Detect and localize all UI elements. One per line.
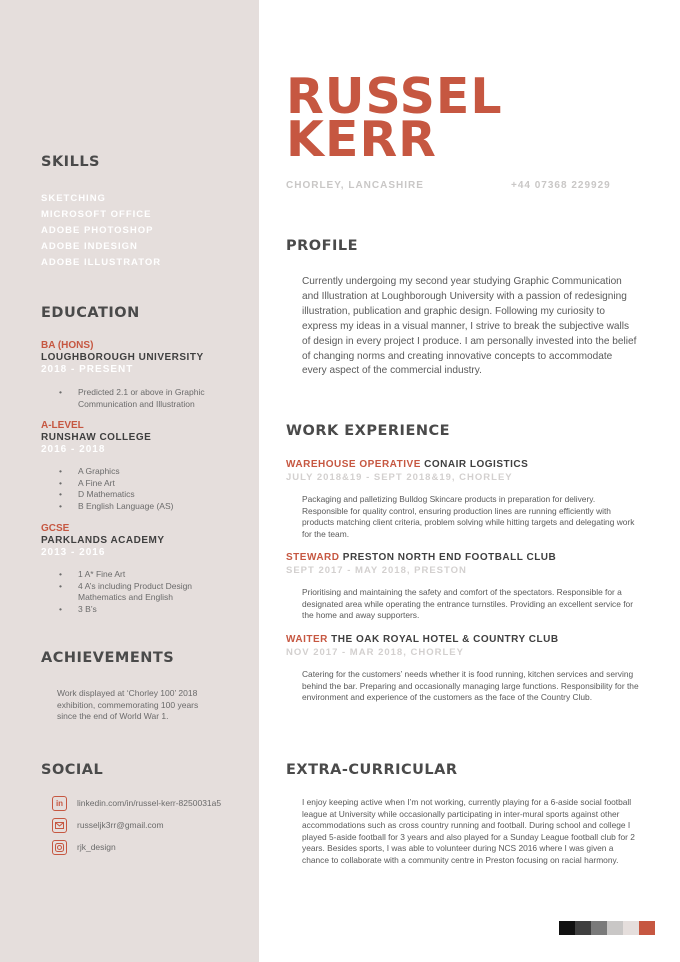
job-description: Packaging and palletizing Bulldog Skincare products in preparation for delivery. Responsible for quality control, ensuring production lines are running efficiently with products matching client criteria, problem solving while hitting targets and delegating work for the team. — [302, 494, 635, 539]
social-heading: SOCIAL — [41, 762, 104, 778]
bullet-item: • A Graphics — [59, 466, 229, 478]
skill-item: ADOBE INDESIGN — [41, 241, 138, 252]
job-role: WAREHOUSE OPERATIVE — [286, 459, 421, 470]
name-first: RUSSEL — [286, 68, 503, 125]
skill-item: SKETCHING — [41, 193, 106, 204]
education-bullets — [59, 466, 229, 512]
color-swatch — [623, 921, 639, 935]
color-swatches — [559, 921, 655, 935]
skill-item: ADOBE ILLUSTRATOR — [41, 257, 162, 268]
job-company: CONAIR LOGISTICS — [424, 459, 529, 470]
work-experience-heading: WORK EXPERIENCE — [286, 423, 451, 439]
skills-list — [41, 191, 161, 271]
school-name: RUNSHAW COLLEGE — [41, 432, 152, 443]
job-company: PRESTON NORTH END FOOTBALL CLUB — [342, 552, 557, 563]
extracurricular-text: I enjoy keeping active when I’m not working, currently playing for a 6-aside social football league at University while occasionally participating in inter-mural sports against other accommodations such as cross country running and football. During school and college I played 5-aside football for 3 years and also played for a Sunday League football club for 2 years. Besides sports, I was able to volunteer during NCS 2016 where I was given a chance to collaborate with a community centre in Preston focusing on racial harmony. — [302, 797, 635, 865]
degree-title: A-LEVEL — [41, 420, 84, 431]
color-swatch — [639, 921, 655, 935]
bullet-item: • 1 A* Fine Art — [59, 569, 219, 581]
bullet-item: • 3 B’s — [59, 604, 219, 616]
instagram-icon — [52, 840, 67, 855]
job-description: Prioritising and maintaining the safety and comfort of the spectators. Responsible for a designated area while operating the entrance turnstiles. Providing an excellent service for the home and away supporters. — [302, 587, 634, 620]
school-name: LOUGHBOROUGH UNIVERSITY — [41, 352, 204, 363]
extracurricular-heading: EXTRA-CURRICULAR — [286, 762, 458, 778]
education-entry — [41, 523, 165, 559]
skill-item: MICROSOFT OFFICE — [41, 209, 152, 220]
job-role: STEWARD — [286, 552, 340, 563]
bullet-item: • B English Language (AS) — [59, 501, 229, 513]
job-description: Catering for the customers’ needs whether it is food running, kitchen services and serving behind the bar. Preparing and occasionally managing large functions. Responsibility for the environment and experience of the customers as the face of the Country Club. — [302, 669, 639, 702]
skills-heading: SKILLS — [41, 154, 100, 170]
job-dates: NOV 2017 - MAR 2018, CHORLEY — [286, 647, 464, 658]
achievements-heading: ACHIEVEMENTS — [41, 650, 175, 666]
phone-number: +44 07368 229929 — [511, 180, 611, 191]
skill-item: ADOBE PHOTOSHOP — [41, 225, 154, 236]
bullet-item: • Predicted 2.1 or above in Graphic Communication and Illustration — [59, 387, 229, 410]
job-company: THE OAK ROYAL HOTEL & COUNTRY CLUB — [331, 634, 559, 645]
education-dates: 2013 - 2016 — [41, 547, 106, 558]
email-link[interactable]: russeljk3rr@gmail.com — [77, 820, 164, 830]
bullet-item: • A Fine Art — [59, 478, 229, 490]
job-role: WAITER — [286, 634, 328, 645]
degree-title: GCSE — [41, 523, 70, 534]
candidate-name — [286, 68, 503, 168]
bullet-item: • 4 A’s including Product Design Mathematics and English — [59, 581, 219, 604]
instagram-link[interactable]: rjk_design — [77, 842, 116, 852]
linkedin-link[interactable]: linkedin.com/in/russel-kerr-8250031a5 — [77, 798, 222, 808]
education-entry — [41, 420, 151, 456]
color-swatch — [559, 921, 575, 935]
degree-title: BA (HONS) — [41, 340, 94, 351]
linkedin-icon: in — [52, 796, 67, 811]
education-dates: 2016 - 2018 — [41, 444, 106, 455]
name-last: KERR — [286, 111, 437, 168]
color-swatch — [591, 921, 607, 935]
job-title — [286, 552, 556, 563]
email-icon — [52, 818, 67, 833]
education-dates: 2018 - PRESENT — [41, 364, 134, 375]
color-swatch — [607, 921, 623, 935]
job-title — [286, 634, 559, 645]
education-bullets — [59, 569, 219, 615]
color-swatch — [575, 921, 591, 935]
education-entry — [41, 340, 204, 376]
job-title — [286, 459, 528, 470]
achievements-text: Work displayed at ‘Chorley 100’ 2018 exhibition, commemorating 100 years since the end of World War 1. — [57, 688, 199, 721]
profile-heading: PROFILE — [286, 238, 359, 254]
job-dates: SEPT 2017 - MAY 2018, PRESTON — [286, 565, 467, 576]
bullet-item: • D Mathematics — [59, 489, 229, 501]
profile-text: Currently undergoing my second year studying Graphic Communication and Illustration at Loughborough University with a passion of redesigning illustration, publication and graphic design. Following my curiosity to express my ideas in a visual manner, I strive to break the subjective walls of design in every project I produce. I am personally invested into the belief of changing norms and creating innovative concepts to accommodate every aspect of the commercial industry. — [302, 276, 637, 377]
school-name: PARKLANDS ACADEMY — [41, 535, 165, 546]
job-dates: JULY 2018&19 - SEPT 2018&19, CHORLEY — [286, 472, 513, 483]
education-bullets — [59, 387, 229, 410]
education-heading: EDUCATION — [41, 305, 140, 321]
location: CHORLEY, LANCASHIRE — [286, 180, 424, 191]
